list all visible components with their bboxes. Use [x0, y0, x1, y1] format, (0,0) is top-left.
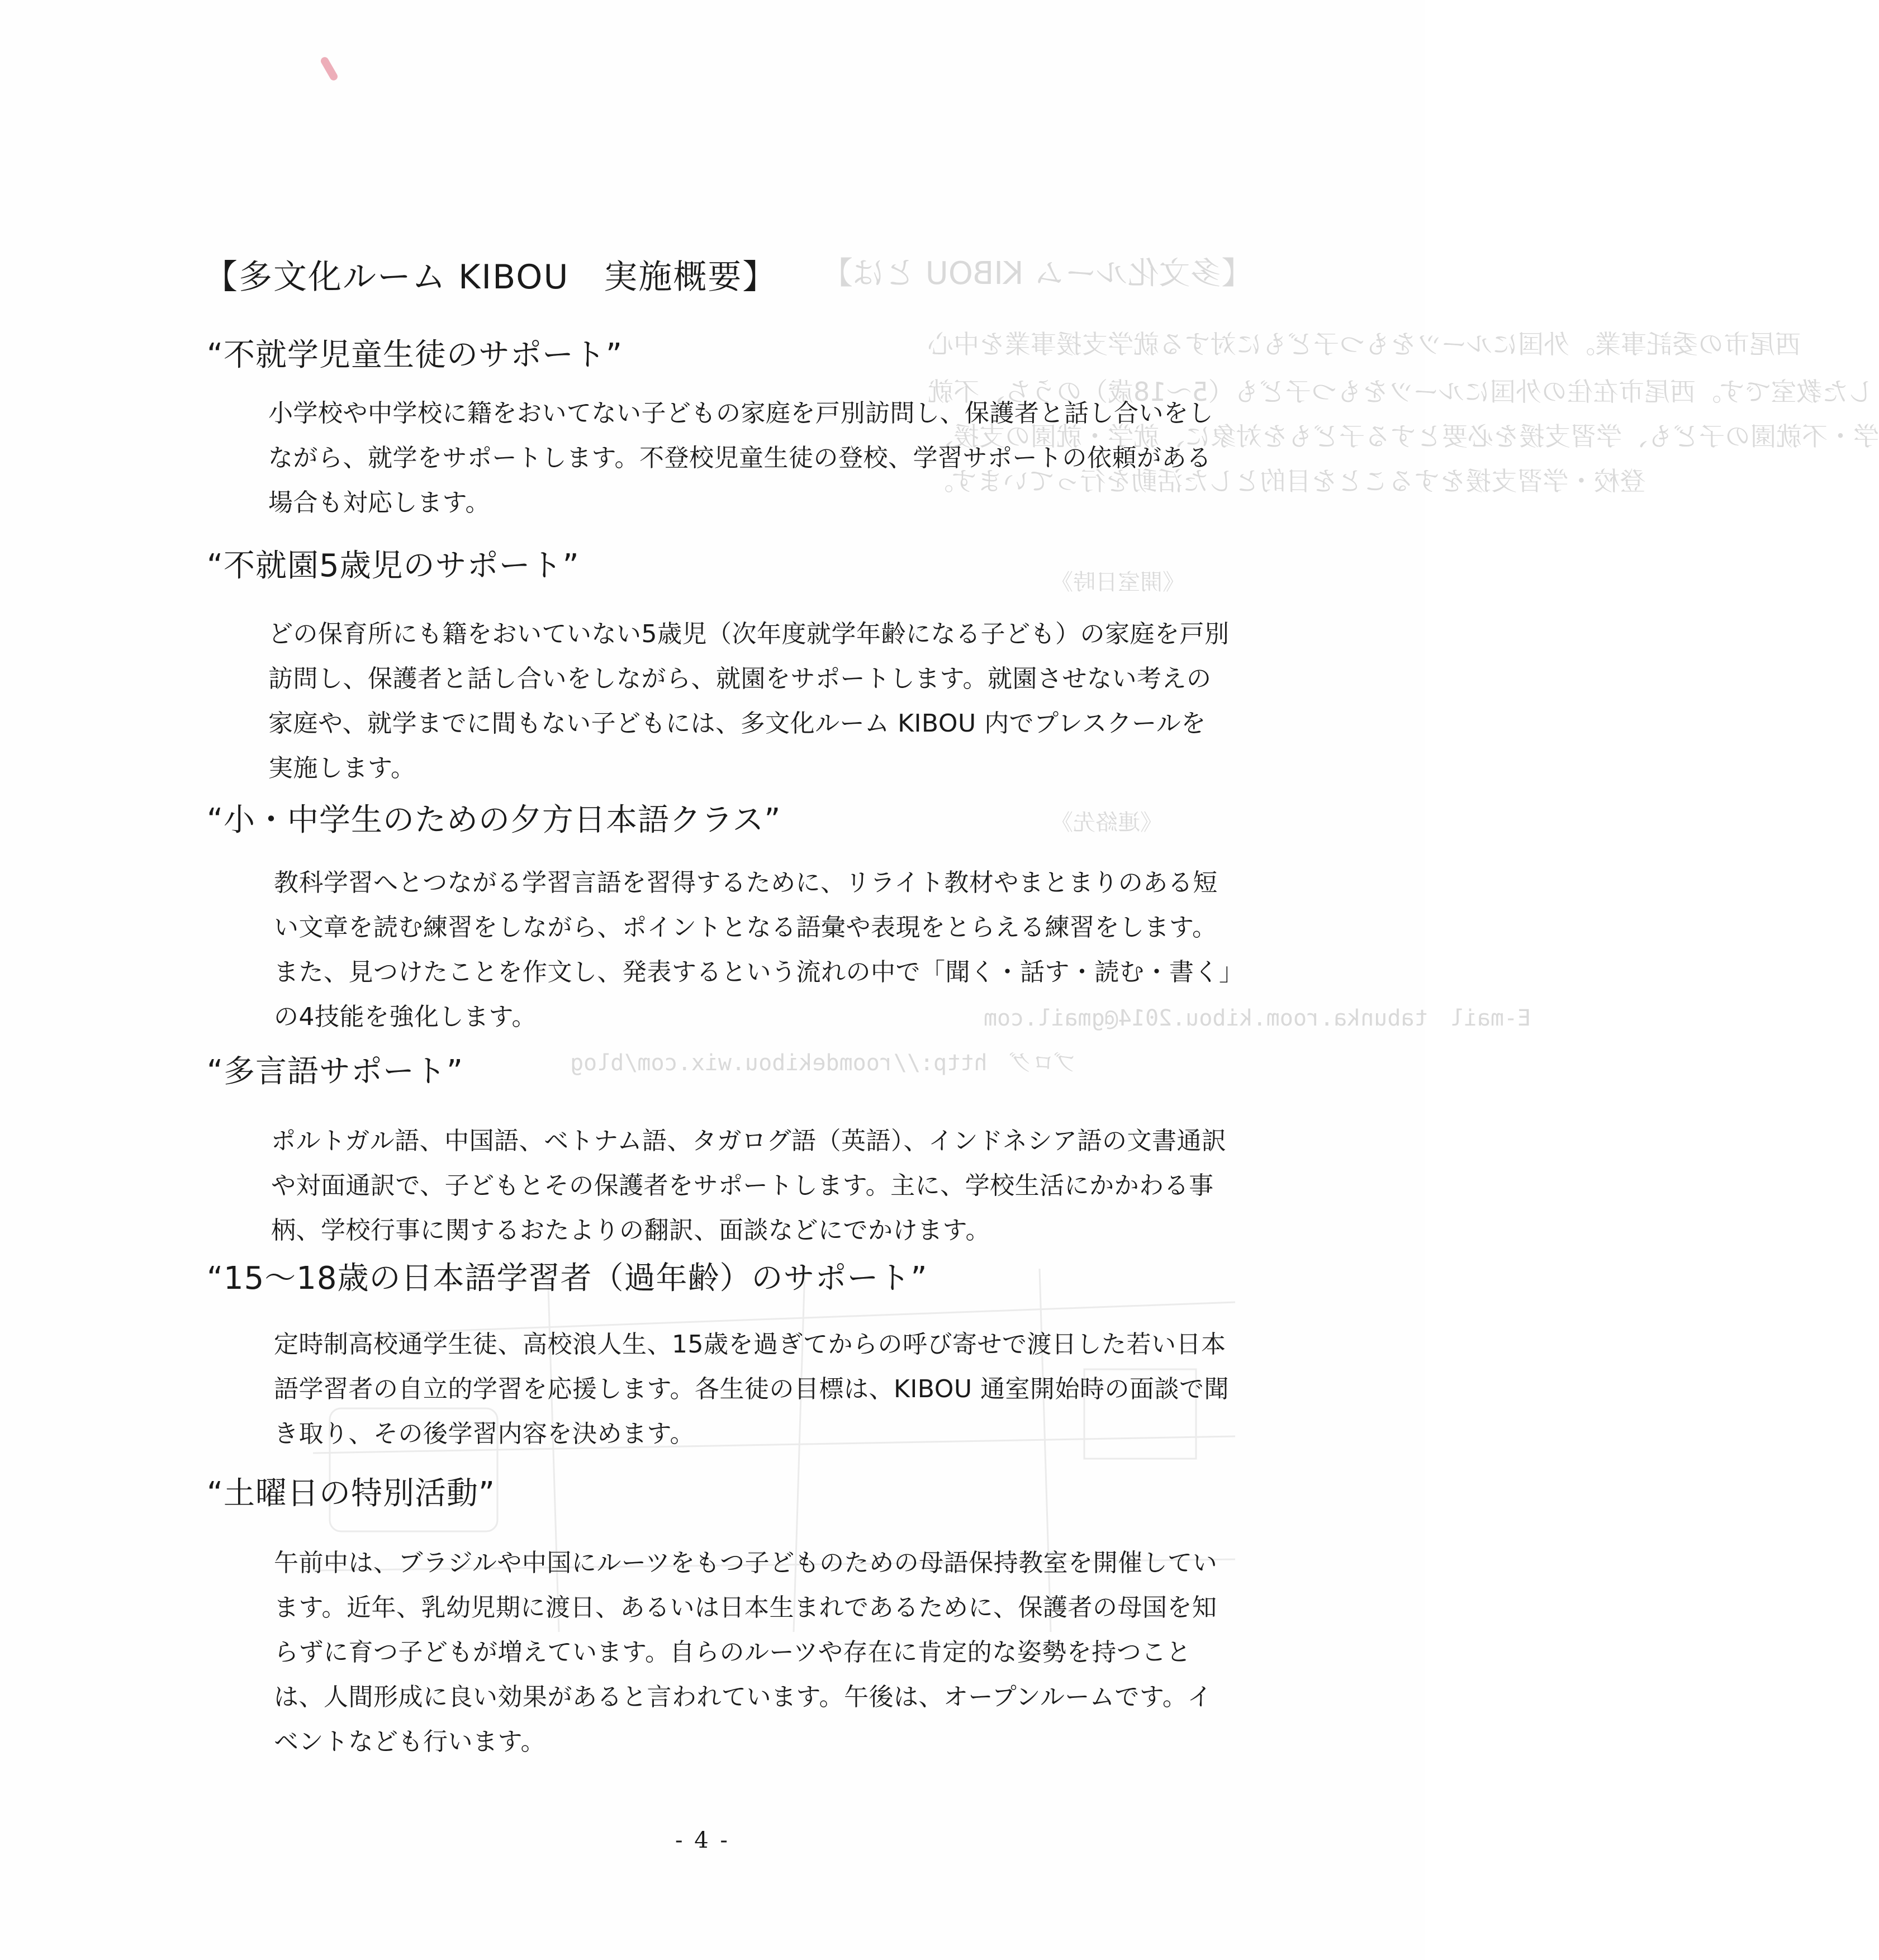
- bleed-through-line: 西尾市の委託事業。外国にルーツをもつ子どもに対する就学支援事業を中心: [928, 329, 1801, 359]
- ink-mark: [319, 56, 339, 82]
- bleed-through-email: E-mail tabunka.room.kibou.2014@gmail.com: [984, 1005, 1531, 1031]
- bleed-through-blog: ブログ http://roomdekibou.wix.com/blog: [570, 1050, 1077, 1076]
- section-heading: “多言語サポート”: [207, 1053, 464, 1090]
- bleed-through-label: 《開室日時》: [1051, 570, 1185, 595]
- section-body: 定時制高校通学生徒、高校浪人生、15歳を過ぎてからの呼び寄せで渡日した若い日本語学習者の自立的学習を応援します。各生徒の目標は、KIBOU 通室開始時の面談で聞き取り、その後学習内容を決めます。: [274, 1330, 1230, 1448]
- section-saturday-activities: [207, 1473, 1218, 1764]
- section-body: 小学校や中学校に籍をおいてない子どもの家庭を戸別訪問し、保護者と話し合いをしながら、就学をサポートします。不登校児童生徒の登校、学習サポートの依頼がある場合も対応します。: [268, 399, 1213, 517]
- section-body: どの保育所にも籍をおいていない5歳児（次年度就学年齢になる子ども）の家庭を戸別訪問し、保護者と話し合いをしながら、就園をサポートします。就園させない考えの家庭や、就学までに間もない子どもには、多文化ルーム KIBOU 内でプレスクールを実施します。: [268, 620, 1230, 782]
- section-body: 午前中は、ブラジルや中国にルーツをもつ子どものための母語保持教室を開催しています。近年、乳幼児期に渡日、あるいは日本生まれであるために、保護者の母国を知らずに育つ子どもが増えています。自らのルーツや存在に肯定的な姿勢を持つことは、人間形成に良い効果があると言われています。午後は、オープンルームです。イベントなども行います。: [274, 1549, 1218, 1756]
- document-title: 【多文化ルーム KIBOU 実施概要】: [204, 258, 777, 297]
- bleed-through-label: 《連絡先》: [1051, 810, 1162, 836]
- section-heading: “不就園5歳児のサポート”: [207, 548, 580, 584]
- bleed-through-line: 学・不就園の子ども、学習支援を必要とする子どもを対象に、就学・就園の支援、: [928, 421, 1879, 452]
- bleed-through-line: した教室です。西尾市在住の外国にルーツをもつ子ども（5～18歳）のうち、不就: [928, 377, 1874, 407]
- bleed-through-line: 登校・学習支援をすることを目的とした活動を行っています。: [928, 466, 1646, 496]
- section-multilingual-support: [207, 1051, 1227, 1253]
- section-body: 教科学習へとつながる学習言語を習得するために、リライト教材やまとまりのある短い文章を読む練習をしながら、ポイントとなる語彙や表現をとらえる練習をします。また、見つけたことを作文し、発表するという流れの中で「聞く・話す・読む・書く」の4技能を強化します。: [274, 869, 1232, 1031]
- section-truancy-support: [207, 334, 1213, 525]
- page-number: - 4 -: [675, 1828, 730, 1853]
- section-overage-learner-support: [207, 1257, 1230, 1456]
- section-preschool-support: [207, 545, 1230, 791]
- section-heading: “15～18歳の日本語学習者（過年齢）のサポート”: [207, 1260, 928, 1297]
- section-body: ポルトガル語、中国語、ベトナム語、タガログ語（英語）、インドネシア語の文書通訳や対面通訳で、子どもとその保護者をサポートします。主に、学校生活にかかわる事柄、学校行事に関するおたよりの翻訳、面談などにでかけます。: [271, 1127, 1227, 1245]
- section-evening-japanese-class: [207, 799, 1232, 1040]
- section-heading: “土曜日の特別活動”: [207, 1475, 496, 1512]
- section-heading: “小・中学生のための夕方日本語クラス”: [207, 802, 781, 838]
- bleed-through-title: 【多文化ルーム KIBOU とは】: [822, 255, 1253, 292]
- section-heading: “不就学児童生徒のサポート”: [207, 337, 623, 373]
